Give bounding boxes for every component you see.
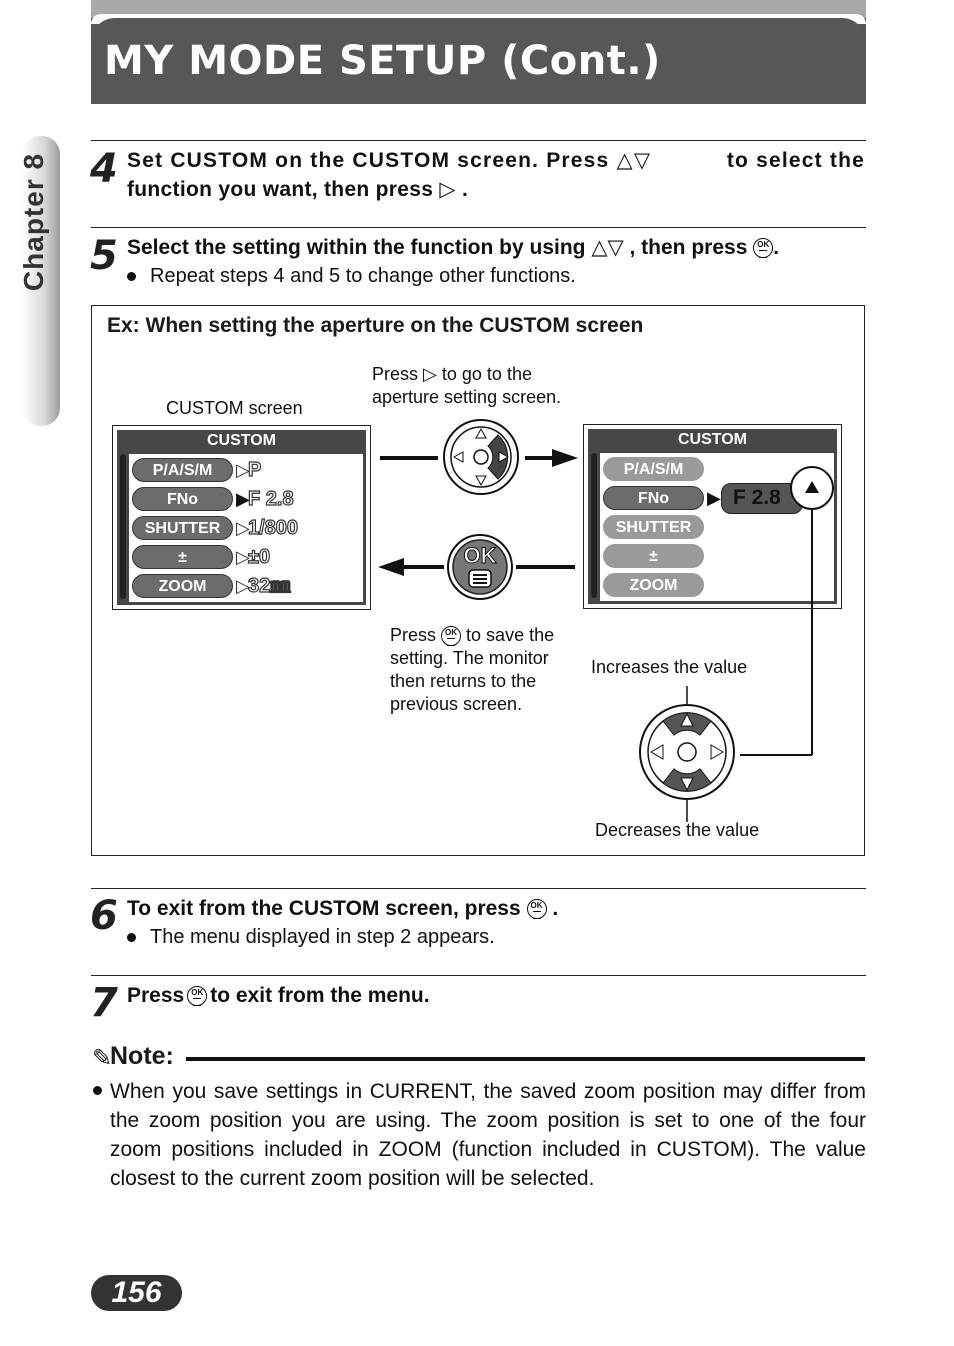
lcd-row-value: F 2.8	[248, 488, 294, 510]
step-4-instruction: Set CUSTOM on the CUSTOM screen. Press △▽ to select the function you want, then press ▷ .	[127, 149, 865, 201]
ok-button-icon: OK	[753, 238, 773, 258]
page-number: 156	[111, 1276, 162, 1309]
step-number: 4	[90, 146, 118, 192]
lcd-row-label: P/A/S/M	[132, 458, 233, 482]
custom-screen-caption: CUSTOM screen	[166, 398, 303, 418]
ok-button-icon	[448, 535, 512, 599]
ok-button-icon: OK	[187, 986, 207, 1006]
arrow-left-icon	[378, 558, 404, 576]
press-right-caption: Press ▷ to go to the aperture setting screen.	[372, 364, 562, 407]
bullet-icon	[127, 933, 136, 942]
ok-button-icon: OK	[527, 899, 547, 919]
lcd-row-label: ZOOM	[132, 574, 233, 598]
note-text: When you save settings in CURRENT, the saved zoom position may differ from the zoom position you are using. The zoom position is set to one of the four zoom positions included in ZOOM (function included in CUSTOM). The value closest to the current zoom position will be selected.	[110, 1080, 866, 1190]
step-5-instruction: Select the setting within the function by using △▽ , then press OK .	[127, 236, 780, 259]
ok-button-icon: OK	[441, 626, 461, 646]
step-6-instruction: To exit from the CUSTOM screen, press OK .	[127, 897, 559, 920]
lcd-row-value: P	[248, 459, 262, 481]
dpad-right-icon	[444, 420, 518, 494]
lcd-row-label: P/A/S/M	[603, 457, 704, 481]
lcd-row-label: FNo	[132, 487, 233, 511]
step-divider	[91, 888, 866, 889]
lcd-title: CUSTOM	[206, 432, 277, 449]
lcd-aperture-screen-right: CUSTOM P/A/S/M FNo SHUTTER ± ZOOM ▶	[583, 424, 842, 609]
step-number: 5	[90, 233, 118, 279]
dpad-up-down-icon	[640, 686, 734, 822]
lcd-row-value: 1/800	[248, 517, 299, 539]
lcd-row-value: 32㎜	[248, 575, 291, 597]
increases-caption: Increases the value	[591, 657, 748, 677]
example-title: Ex: When setting the aperture on the CUSTOM screen	[107, 314, 644, 337]
lcd-title: CUSTOM	[677, 431, 748, 448]
lcd-row-label: SHUTTER	[603, 515, 704, 539]
right-arrow-icon: ▷	[423, 364, 437, 384]
lcd-row-label: ±	[132, 545, 233, 569]
press-ok-caption: Press OK to save the setting. The monitor then returns to the previous screen.	[390, 625, 555, 714]
step-number: 7	[90, 980, 118, 1026]
lcd-row-label: SHUTTER	[132, 516, 233, 540]
note-label: Note:	[110, 1042, 174, 1070]
page-title: MY MODE SETUP (Cont.)	[104, 38, 661, 84]
lcd-row-label: ZOOM	[603, 573, 704, 597]
lcd-custom-screen-left: CUSTOM P/A/S/M FNo SHUTTER ± ZOOM ▷ ▶ ▷ ▷ ▷ P F 2.8 1/800 ±0 32㎜	[112, 425, 371, 610]
bullet-icon	[93, 1086, 102, 1095]
step-7-instruction: Press OK to exit from the menu.	[127, 984, 430, 1007]
step-number: 6	[90, 893, 118, 939]
arrow-right-icon	[552, 449, 578, 467]
up-down-arrows-icon: △▽	[591, 236, 624, 259]
up-down-arrows-icon: △▽	[616, 149, 652, 172]
step-divider	[91, 975, 866, 976]
right-arrow-icon: ▷	[439, 178, 456, 201]
lcd-row-value: ±0	[248, 546, 271, 568]
lcd-row-label: FNo	[603, 486, 704, 510]
ok-button-label: OK	[463, 543, 497, 568]
chapter-label: Chapter 8	[18, 152, 49, 292]
selected-value: F 2.8	[733, 486, 781, 509]
step-5-bullet: Repeat steps 4 and 5 to change other functions.	[127, 265, 576, 288]
note-rule	[186, 1057, 865, 1061]
step-6-bullet: The menu displayed in step 2 appears.	[127, 926, 495, 949]
pencil-icon: ✎	[92, 1045, 113, 1072]
lcd-row-label: ±	[603, 544, 704, 568]
decreases-caption: Decreases the value	[595, 820, 760, 840]
